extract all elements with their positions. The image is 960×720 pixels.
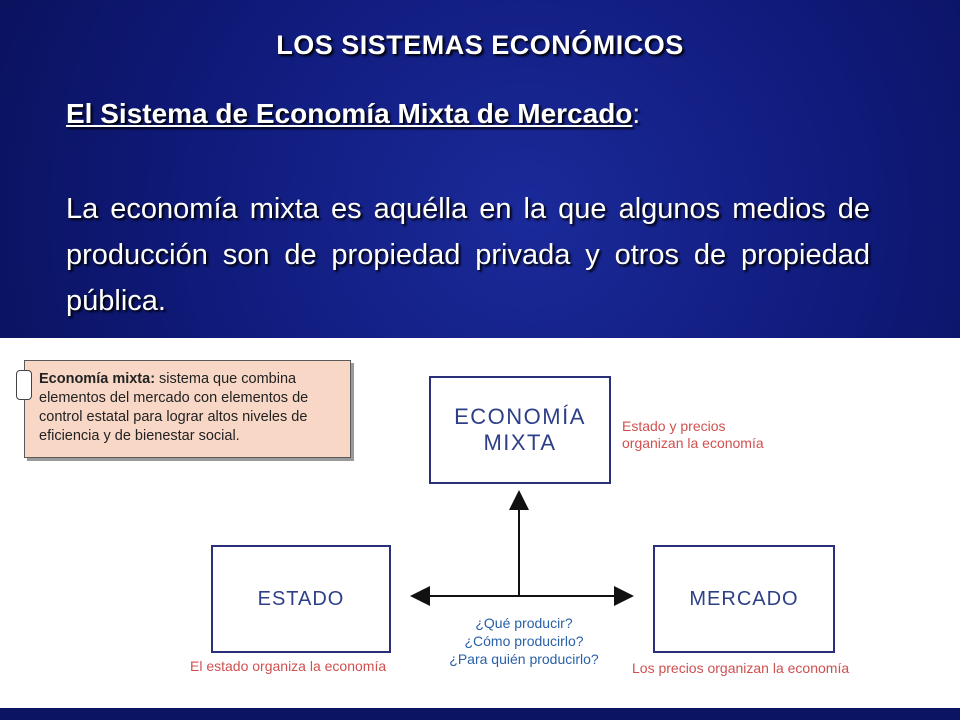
note-mercado: Los precios organizan la economía bbox=[632, 660, 850, 676]
economy-diagram bbox=[0, 338, 960, 708]
note-estado: El estado organiza la economía bbox=[190, 658, 387, 674]
subtitle-colon: : bbox=[632, 98, 641, 129]
note-mixta-line1: Estado y precios bbox=[622, 418, 726, 434]
box-estado bbox=[211, 545, 391, 653]
box-estado-label: ESTADO bbox=[257, 588, 345, 610]
questions-block bbox=[424, 614, 624, 668]
box-mixta-line2: MIXTA bbox=[483, 430, 557, 455]
box-economia-mixta bbox=[429, 376, 611, 484]
subtitle-bold: El Sistema de Economía Mixta de Mercado bbox=[66, 98, 633, 129]
slide-title: LOS SISTEMAS ECONÓMICOS bbox=[276, 30, 684, 60]
question-3: ¿Para quién producirlo? bbox=[449, 651, 599, 667]
slide-subtitle bbox=[66, 98, 640, 130]
slide-paragraph: La economía mixta es aquélla en la que algunos medios de producción son de propiedad privada y otros de propiedad pública. bbox=[66, 193, 870, 317]
question-2: ¿Cómo producirlo? bbox=[464, 633, 584, 649]
box-mercado bbox=[653, 545, 835, 653]
definition-text: sistema que combina elementos del mercado con elementos de control estatal para lograr altos niveles de eficiencia y de bienestar social. bbox=[39, 371, 309, 444]
bottom-bar bbox=[0, 708, 960, 720]
note-mixta bbox=[622, 418, 764, 452]
definition-term: Economía mixta: bbox=[39, 371, 156, 387]
question-1: ¿Qué producir? bbox=[475, 615, 573, 631]
box-mixta-line1: ECONOMÍA bbox=[454, 404, 586, 429]
box-mercado-label: MERCADO bbox=[689, 588, 799, 610]
note-mixta-line2: organizan la economía bbox=[622, 435, 764, 451]
